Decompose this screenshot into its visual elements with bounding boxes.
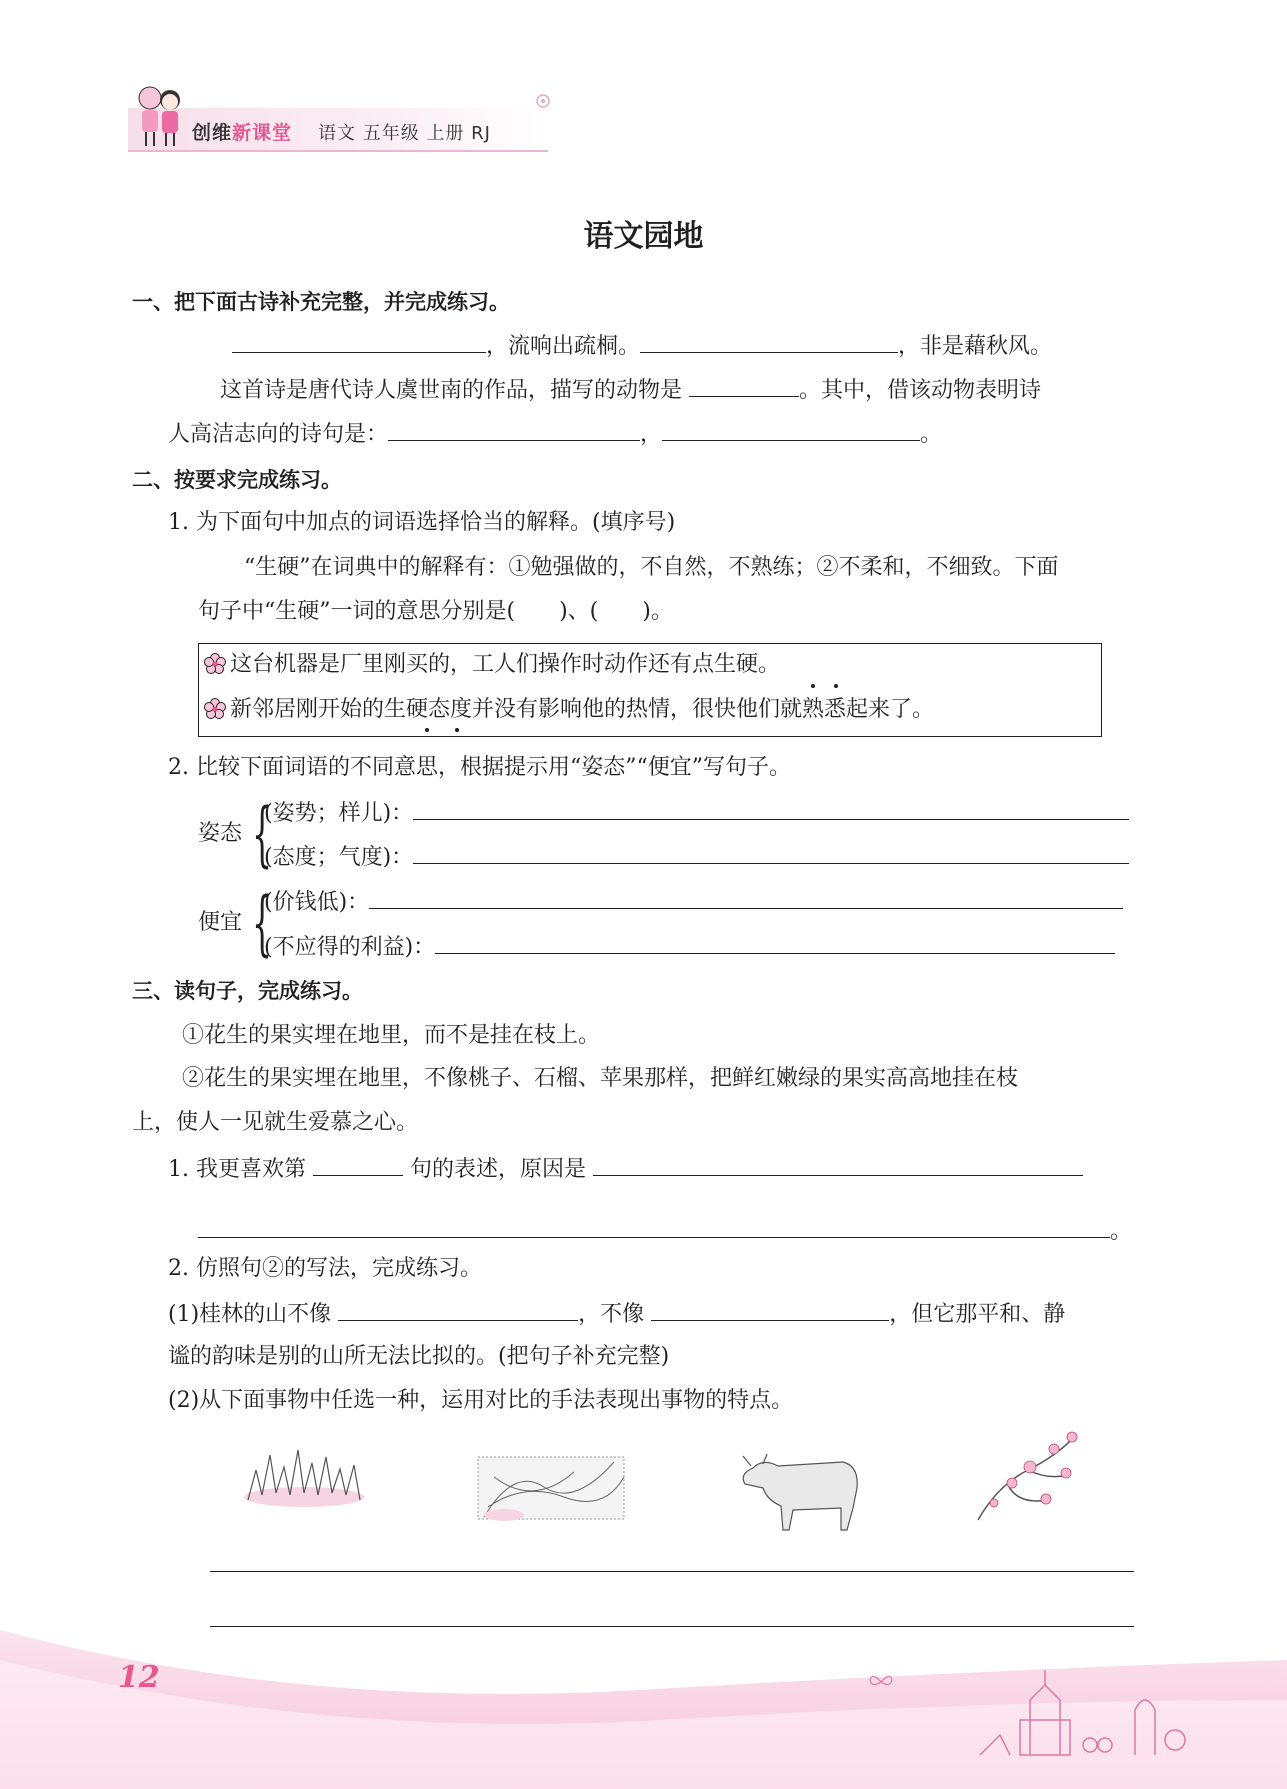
pianyi-sentence-1-blank[interactable]: [369, 886, 1123, 909]
s3-q2-title: 2. 仿照句②的写法，完成练习。: [168, 1256, 482, 1281]
ambition-line-blank-2[interactable]: [662, 418, 920, 441]
guilin-sentence-line2: 谧的韵味是别的山所无法比拟的。(把句子补充完整): [168, 1344, 670, 1369]
page-title: 语文园地: [583, 219, 704, 254]
zitai-sentence-2-blank[interactable]: [413, 841, 1129, 864]
ambition-line-blank-1[interactable]: [388, 418, 640, 441]
reason-blank-2[interactable]: [198, 1215, 1110, 1238]
pianyi-meaning-1: (价钱低)：: [264, 886, 1123, 918]
answer-line-1[interactable]: [210, 1571, 1134, 1572]
page-number: 12: [118, 1660, 160, 1695]
zitai-sentence-1-blank[interactable]: [413, 797, 1129, 820]
brace-icon: {: [252, 793, 273, 875]
s3-q1-line2: 。: [198, 1215, 1132, 1247]
s3-q2-2-title: (2)从下面事物中任选一种，运用对比的手法表现出事物的特点。: [168, 1388, 794, 1413]
word-pianyi: 便宜: [198, 910, 243, 935]
word-zitai: 姿态: [198, 821, 243, 846]
q1-description-1: “生硬”在词典中的解释有：①勉强做的，不自然，不熟练；②不柔和，不细致。下面: [244, 555, 1059, 580]
castle-decoration-icon: [960, 1660, 1190, 1760]
sentence-1: ①花生的果实埋在地里，而不是挂在枝上。: [182, 1023, 601, 1048]
zitai-meaning-2: (态度；气度)：: [264, 841, 1129, 873]
section2-heading: 二、按要求完成练习。: [132, 468, 342, 492]
emphasis-dot: [425, 728, 429, 732]
section1-heading: 一、把下面古诗补充完整，并完成练习。: [132, 290, 510, 314]
poem-question-line1: 这首诗是唐代诗人虞世南的作品，描写的动物是 。其中，借该动物表明诗: [220, 374, 1041, 406]
poem-blank-2[interactable]: [640, 330, 898, 353]
example-sentence-1: 这台机器是厂里刚买的，工人们操作时动作还有点生硬。: [204, 650, 780, 680]
flower-decoration-icon: [534, 92, 552, 110]
reason-blank-1[interactable]: [593, 1153, 1083, 1176]
plum-blossom-icon[interactable]: [968, 1425, 1080, 1525]
butterfly-icon: [868, 1672, 894, 1692]
book-info: 语文 五年级 上册 RJ: [318, 123, 491, 144]
zitai-meaning-1: (姿势；样儿)：: [264, 797, 1129, 829]
guilin-sentence-line1: (1)桂林的山不像 ，不像 ，但它那平和、静: [168, 1298, 1065, 1330]
poem-question-line2: 人高洁志向的诗句是： ， 。: [168, 418, 942, 450]
q2-title: 2. 比较下面词语的不同意思，根据提示用“姿态”“便宜”写句子。: [168, 755, 791, 780]
example-sentence-2: 新邻居刚开始的生硬态度并没有影响他的热情，很快他们就熟悉起来了。: [204, 695, 934, 725]
brand-name: 创维新课堂: [192, 122, 293, 144]
emphasis-dot: [455, 728, 459, 732]
guilin-blank-2[interactable]: [651, 1298, 889, 1321]
children-mascot-icon: [128, 80, 190, 150]
ox-icon[interactable]: [733, 1448, 866, 1533]
dotted-word-2: 生硬: [384, 697, 429, 722]
dotted-word-1: 生硬: [714, 652, 759, 677]
sentence-choice-blank[interactable]: [313, 1153, 403, 1176]
pianyi-sentence-2-blank[interactable]: [435, 931, 1115, 954]
poem-blank-1[interactable]: [232, 330, 486, 353]
flower-bullet-icon: [204, 653, 226, 675]
q1-title: 1. 为下面句中加点的词语选择恰当的解释。(填序号): [168, 510, 676, 535]
emphasis-dot: [811, 684, 815, 688]
section3-heading: 三、读句子，完成练习。: [132, 979, 363, 1003]
pianyi-meaning-2: (不应得的利益)：: [264, 931, 1115, 963]
s3-q1-line: 1. 我更喜欢第 句的表述，原因是: [168, 1153, 1083, 1185]
poem-line: ，流响出疏桐。 ，非是藉秋风。: [232, 330, 1052, 362]
flower-bullet-icon: [204, 698, 226, 720]
q1-description-2: 句子中“生硬”一词的意思分别是( )、( )。: [198, 599, 673, 624]
sentence-2-part1: ②花生的果实埋在地里，不像桃子、石榴、苹果那样，把鲜红嫩绿的果实高高地挂在枝: [182, 1066, 1019, 1091]
brace-icon: {: [252, 882, 273, 964]
sentence-2-part2: 上，使人一见就生爱慕之心。: [132, 1110, 419, 1135]
animal-blank[interactable]: [689, 374, 799, 397]
emphasis-dot: [834, 684, 838, 688]
guilin-blank-1[interactable]: [338, 1298, 578, 1321]
grass-icon[interactable]: [238, 1445, 370, 1510]
reeds-icon[interactable]: [474, 1447, 629, 1527]
